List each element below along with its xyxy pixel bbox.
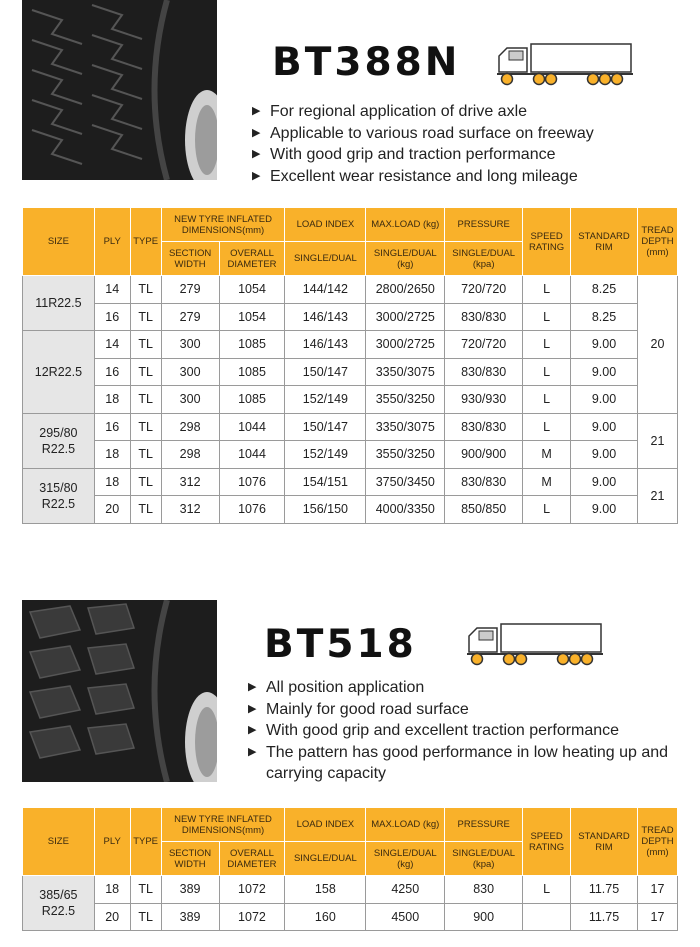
cell-rim: 9.00 (571, 358, 638, 386)
cell-ply: 14 (94, 276, 130, 304)
cell-load-index: 160 (285, 903, 366, 931)
cell-load-index: 146/143 (285, 303, 366, 331)
header-standard-rim: STANDARD RIM (571, 208, 638, 276)
header-load-index: LOAD INDEX (285, 808, 366, 842)
table-row (23, 903, 678, 931)
tyre-image (22, 600, 217, 782)
cell-max-load: 3550/3250 (366, 386, 445, 414)
header-pressure: PRESSURE (445, 208, 523, 242)
header-max-load-sub: SINGLE/DUAL (kg) (366, 842, 445, 876)
cell-speed: L (523, 386, 571, 414)
cell-pressure: 850/850 (445, 496, 523, 524)
feature-list (248, 677, 678, 785)
cell-tread-depth: 20 (637, 276, 677, 414)
cell-size: 11R22.5 (23, 276, 95, 331)
feature-item: ▶ Applicable to various road surface on freeway (252, 123, 594, 145)
cell-type: TL (130, 276, 161, 304)
header-tread-depth: TREAD DEPTH (mm) (637, 208, 677, 276)
header-pressure-sub: SINGLE/DUAL (kpa) (445, 242, 523, 276)
cell-type: TL (130, 386, 161, 414)
cell-load-index: 156/150 (285, 496, 366, 524)
table-row (23, 413, 678, 441)
header-section-width: SECTION WIDTH (161, 242, 219, 276)
spec-table (22, 207, 678, 524)
cell-type: TL (130, 468, 161, 496)
cell-section-width: 279 (161, 303, 219, 331)
cell-size: 12R22.5 (23, 331, 95, 414)
cell-pressure: 830/830 (445, 468, 523, 496)
cell-overall-diameter: 1054 (219, 276, 285, 304)
header-overall-diameter: OVERALL DIAMETER (219, 242, 285, 276)
cell-overall-diameter: 1054 (219, 303, 285, 331)
cell-max-load: 4500 (366, 903, 445, 931)
header-dimensions: NEW TYRE INFLATED DIMENSIONS(mm) (161, 808, 285, 842)
cell-load-index: 146/143 (285, 331, 366, 359)
cell-max-load: 3550/3250 (366, 441, 445, 469)
tyre-image (22, 0, 217, 180)
header-type: TYPE (130, 808, 161, 876)
triangle-bullet-icon: ▶ (252, 126, 261, 139)
cell-overall-diameter: 1076 (219, 468, 285, 496)
feature-item: ▶ For regional application of drive axle (252, 101, 594, 123)
cell-speed: L (523, 358, 571, 386)
cell-speed: L (523, 413, 571, 441)
cell-rim: 8.25 (571, 303, 638, 331)
feature-item: ▶ Excellent wear resistance and long mileage (252, 166, 594, 188)
cell-rim: 9.00 (571, 413, 638, 441)
cell-max-load: 2800/2650 (366, 276, 445, 304)
cell-pressure: 830 (445, 876, 523, 904)
cell-section-width: 312 (161, 468, 219, 496)
header-speed-rating: SPEED RATING (523, 808, 571, 876)
feature-item: ▶ All position application (248, 677, 678, 699)
header-overall-diameter: OVERALL DIAMETER (219, 842, 285, 876)
cell-type: TL (130, 903, 161, 931)
triangle-bullet-icon: ▶ (248, 702, 257, 715)
cell-tread-depth: 17 (637, 876, 677, 904)
cell-section-width: 298 (161, 441, 219, 469)
cell-ply: 16 (94, 413, 130, 441)
feature-item: ▶ With good grip and traction performance (252, 144, 594, 166)
cell-load-index: 152/149 (285, 386, 366, 414)
cell-section-width: 279 (161, 276, 219, 304)
feature-item: ▶ The pattern has good performance in low heating up and carrying capacity (248, 743, 669, 782)
header-tread-depth: TREAD DEPTH (mm) (637, 808, 677, 876)
cell-tread-depth: 21 (637, 468, 677, 523)
cell-overall-diameter: 1044 (219, 413, 285, 441)
cell-pressure: 720/720 (445, 331, 523, 359)
cell-pressure: 830/830 (445, 303, 523, 331)
header-dimensions: NEW TYRE INFLATED DIMENSIONS(mm) (161, 208, 285, 242)
cell-load-index: 150/147 (285, 358, 366, 386)
cell-max-load: 3350/3075 (366, 413, 445, 441)
cell-section-width: 300 (161, 331, 219, 359)
cell-rim: 11.75 (571, 876, 638, 904)
cell-speed: M (523, 468, 571, 496)
cell-section-width: 389 (161, 876, 219, 904)
cell-overall-diameter: 1085 (219, 358, 285, 386)
cell-ply: 16 (94, 303, 130, 331)
header-ply: PLY (94, 808, 130, 876)
cell-ply: 20 (94, 903, 130, 931)
cell-load-index: 152/149 (285, 441, 366, 469)
triangle-bullet-icon: ▶ (248, 745, 257, 758)
product-section-bt518 (0, 600, 700, 947)
header-standard-rim: STANDARD RIM (571, 808, 638, 876)
cell-load-index: 144/142 (285, 276, 366, 304)
cell-pressure: 830/830 (445, 358, 523, 386)
cell-ply: 18 (94, 468, 130, 496)
model-title: BT388N (272, 40, 461, 85)
cell-max-load: 3350/3075 (366, 358, 445, 386)
table-row (23, 303, 678, 331)
cell-pressure: 930/930 (445, 386, 523, 414)
cell-pressure: 830/830 (445, 413, 523, 441)
cell-pressure: 720/720 (445, 276, 523, 304)
cell-type: TL (130, 358, 161, 386)
header-pressure-sub: SINGLE/DUAL (kpa) (445, 842, 523, 876)
spec-table (22, 807, 678, 931)
cell-rim: 11.75 (571, 903, 638, 931)
cell-max-load: 3750/3450 (366, 468, 445, 496)
cell-overall-diameter: 1076 (219, 496, 285, 524)
cell-max-load: 3000/2725 (366, 331, 445, 359)
header-max-load: MAX.LOAD (kg) (366, 808, 445, 842)
cell-rim: 9.00 (571, 468, 638, 496)
cell-rim: 9.00 (571, 496, 638, 524)
cell-load-index: 158 (285, 876, 366, 904)
cell-size: 385/65 R22.5 (23, 876, 95, 931)
triangle-bullet-icon: ▶ (252, 148, 261, 160)
cell-overall-diameter: 1044 (219, 441, 285, 469)
cell-rim: 9.00 (571, 386, 638, 414)
table-row (23, 276, 678, 304)
cell-load-index: 150/147 (285, 413, 366, 441)
cell-max-load: 4250 (366, 876, 445, 904)
cell-pressure: 900 (445, 903, 523, 931)
table-row (23, 386, 678, 414)
header-section-width: SECTION WIDTH (161, 842, 219, 876)
header-size: SIZE (23, 808, 95, 876)
cell-tread-depth: 17 (637, 903, 677, 931)
cell-section-width: 300 (161, 386, 219, 414)
cell-pressure: 900/900 (445, 441, 523, 469)
cell-ply: 14 (94, 331, 130, 359)
model-title: BT518 (264, 622, 417, 667)
triangle-bullet-icon: ▶ (248, 681, 257, 693)
table-row (23, 876, 678, 904)
feature-list (252, 101, 594, 187)
cell-ply: 18 (94, 386, 130, 414)
header-type: TYPE (130, 208, 161, 276)
triangle-bullet-icon: ▶ (252, 169, 261, 182)
cell-max-load: 3000/2725 (366, 303, 445, 331)
cell-size: 315/80 R22.5 (23, 468, 95, 523)
header-max-load: MAX.LOAD (kg) (366, 208, 445, 242)
header-max-load-sub: SINGLE/DUAL (kg) (366, 242, 445, 276)
cell-type: TL (130, 496, 161, 524)
header-load-index-sub: SINGLE/DUAL (285, 842, 366, 876)
cell-overall-diameter: 1072 (219, 876, 285, 904)
header-load-index-sub: SINGLE/DUAL (285, 242, 366, 276)
cell-ply: 20 (94, 496, 130, 524)
triangle-bullet-icon: ▶ (248, 724, 257, 736)
cell-ply: 16 (94, 358, 130, 386)
cell-overall-diameter: 1085 (219, 331, 285, 359)
cell-rim: 9.00 (571, 331, 638, 359)
cell-section-width: 389 (161, 903, 219, 931)
cell-speed: M (523, 441, 571, 469)
header-ply: PLY (94, 208, 130, 276)
header-load-index: LOAD INDEX (285, 208, 366, 242)
header-speed-rating: SPEED RATING (523, 208, 571, 276)
cell-rim: 8.25 (571, 276, 638, 304)
cell-type: TL (130, 413, 161, 441)
cell-ply: 18 (94, 441, 130, 469)
table-row (23, 496, 678, 524)
cell-section-width: 298 (161, 413, 219, 441)
cell-tread-depth: 21 (637, 413, 677, 468)
cell-speed: L (523, 496, 571, 524)
triangle-bullet-icon: ▶ (252, 105, 261, 117)
cell-speed (523, 903, 571, 931)
cell-section-width: 312 (161, 496, 219, 524)
cell-type: TL (130, 331, 161, 359)
header-size: SIZE (23, 208, 95, 276)
cell-ply: 18 (94, 876, 130, 904)
table-row (23, 358, 678, 386)
table-row (23, 331, 678, 359)
cell-speed: L (523, 276, 571, 304)
cell-speed: L (523, 331, 571, 359)
cell-max-load: 4000/3350 (366, 496, 445, 524)
cell-type: TL (130, 876, 161, 904)
feature-item: ▶ Mainly for good road surface (248, 699, 678, 721)
cell-speed: L (523, 876, 571, 904)
truck-icon (495, 40, 635, 88)
truck-icon (465, 620, 605, 668)
cell-overall-diameter: 1072 (219, 903, 285, 931)
cell-overall-diameter: 1085 (219, 386, 285, 414)
cell-size: 295/80 R22.5 (23, 413, 95, 468)
cell-load-index: 154/151 (285, 468, 366, 496)
cell-rim: 9.00 (571, 441, 638, 469)
cell-section-width: 300 (161, 358, 219, 386)
cell-speed: L (523, 303, 571, 331)
table-row (23, 441, 678, 469)
header-pressure: PRESSURE (445, 808, 523, 842)
feature-item: ▶ With good grip and excellent traction performance (248, 720, 678, 742)
cell-type: TL (130, 303, 161, 331)
table-row (23, 468, 678, 496)
cell-type: TL (130, 441, 161, 469)
